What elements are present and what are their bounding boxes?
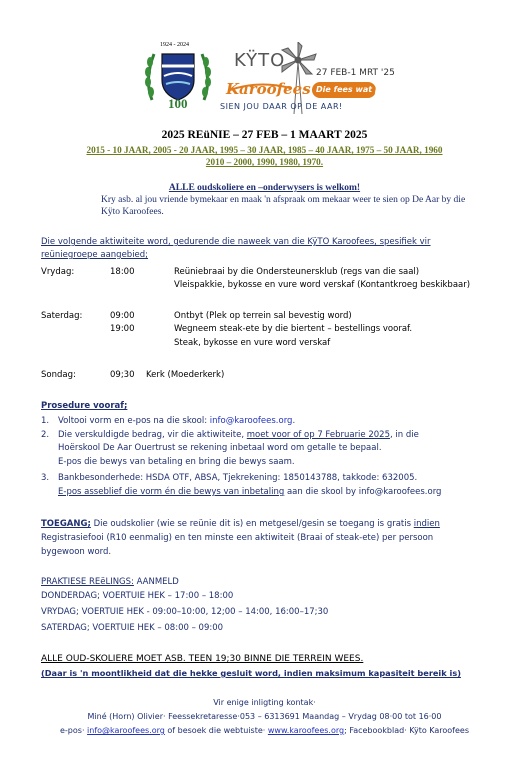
procedure-item-3-number: 3. bbox=[41, 473, 50, 483]
page-title: 2025 REüNIE – 27 FEB – 1 MAART 2025 bbox=[161, 129, 368, 141]
payment-deadline: moet voor of op 7 Februarie 2025 bbox=[246, 430, 390, 440]
access-line-3: bygewoon word. bbox=[41, 547, 112, 557]
intro-line-2: Kÿto Karoofees. bbox=[101, 207, 164, 217]
schedule-friday-line-2: Vleispakkie, bykosse en vure word verskaf (Kontantkroeg beskikbaar) bbox=[174, 280, 471, 290]
karoofees-wordmark: Karoofees bbox=[226, 80, 311, 98]
access-line-1 bbox=[41, 519, 440, 529]
footer-contact-details: Miné (Horn) Olivier· Feessekretaresse·053 – 6313691 Maandag – Vrydag 08·00 tot 16·00 bbox=[87, 712, 442, 721]
procedure-item-2-text: Die verskuldigde bedrag, vir die aktiwiteite, bbox=[58, 430, 247, 440]
school-years: 1924 - 2024 bbox=[160, 42, 189, 48]
notice-line-2: (Daar is 'n moontlikheid dat die hekke gesluit word, indien maksimum kapasiteit bereik is) bbox=[41, 668, 461, 678]
access-label: TOEGANG; bbox=[41, 519, 91, 529]
schedule-saturday-time-1: 09:00 bbox=[110, 311, 135, 321]
footer-links bbox=[0, 726, 529, 735]
schedule-saturday-line-2: Wegneem steak-ete by die biertent – bestellings vooraf. bbox=[174, 324, 413, 334]
access-line-2: Registrasiefooi (R10 eenmalig) en ten minste een aktiwiteit (Braai of steak-ete) per persoon bbox=[41, 533, 434, 543]
festival-slogan: Die fees wat pomp bbox=[316, 85, 401, 94]
notice-line-1: ALLE OUD-SKOLIERE MOET ASB. TEEN 19;30 BINNE DIE TERREIN WEES. bbox=[41, 654, 364, 664]
access-condition: indien bbox=[413, 519, 440, 529]
practical-heading-label: PRAKTIESE REëLINGS: bbox=[41, 577, 134, 587]
procedure-item-2-number: 2. bbox=[41, 430, 50, 440]
school-email-link[interactable]: info@karoofees.org bbox=[209, 416, 293, 426]
schedule-saturday-time-2: 19:00 bbox=[110, 324, 135, 334]
procedure-item-2-line-2: Hoërskool De Aar Ouertrust se rekening inbetaal word om getalle te bepaal. bbox=[58, 443, 382, 453]
schedule-saturday-day: Saterdag: bbox=[41, 311, 83, 321]
activities-heading-line-1: Die volgende aktiwiteite word, gedurende die naweek van die KÿTO Karoofees, spesifiek vir bbox=[41, 237, 431, 247]
reunion-years-line-2: 2010 – 2000, 1990, 1980, 1970. bbox=[205, 157, 324, 167]
reunion-years-line-1: 2015 - 10 JAAR, 2005 - 20 JAAR, 1995 – 30 JAAR, 1985 – 40 JAAR, 1975 – 50 JAAR, 1960 bbox=[86, 145, 443, 155]
practical-friday: VRYDAG; VOERTUIE HEK - 09:00–10:00, 12;00 – 14:00, 16:00–17;30 bbox=[41, 607, 329, 617]
footer-email-link[interactable]: info@karoofees.org bbox=[87, 726, 165, 735]
festival-dates: 27 FEB-1 MRT '25 bbox=[316, 68, 395, 78]
schedule-friday-time: 18:00 bbox=[110, 267, 135, 277]
schedule-saturday-line-3: Steak, bykosse en vure word verskaf bbox=[174, 338, 331, 348]
procedure-heading: Prosedure vooraf; bbox=[41, 401, 128, 411]
schedule-sunday-time: 09;30 bbox=[110, 370, 135, 380]
procedure-item-1-text: Voltooi vorm en e-pos na die skool: bbox=[58, 416, 210, 426]
procedure-item-1-number: 1. bbox=[41, 416, 50, 426]
email-proof-instruction: E-pos asseblief die vorm én die bewys van inbetaling bbox=[58, 487, 285, 497]
schedule-saturday-line-1: Ontbyt (Plek op terrein sal bevestig word) bbox=[174, 311, 352, 321]
schedule-friday-line-1: Reüniebraai by die Ondersteunersklub (regs van die saal) bbox=[174, 267, 420, 277]
procedure-item-1-end: . bbox=[292, 416, 296, 426]
intro-line-1: Kry asb. al jou vriende bymekaar en maak 'n afspraak om mekaar weer te sien op De Aar by die bbox=[101, 195, 466, 205]
practical-heading bbox=[41, 577, 179, 587]
practical-saturday: SATERDAG; VOERTUIE HEK – 08:00 – 09:00 bbox=[41, 623, 224, 633]
kyto-name: KŸTO bbox=[234, 50, 286, 71]
festival-tagline: SIEN JOU DAAR OP DE AAR! bbox=[220, 102, 343, 111]
school-number: 100 bbox=[168, 96, 188, 111]
footer-facebook-text: ; Facebookblad· Kÿto Karoofees bbox=[344, 726, 469, 735]
footer-contact-heading: Vir enige inligting kontak· bbox=[213, 698, 316, 707]
procedure-item-2-line-3: E-pos die bewys van betaling en bring die bewys saam. bbox=[58, 457, 295, 467]
practical-thursday: DONDERDAG; VOERTUIE HEK – 17:00 – 18:00 bbox=[41, 591, 234, 601]
schedule-sunday-day: Sondag: bbox=[41, 370, 76, 380]
procedure-item-2 bbox=[58, 430, 419, 440]
access-text: Die oudskolier (wie se reünie dit is) en metgesel/gesin se toegang is gratis bbox=[90, 519, 414, 529]
schedule-sunday-text: Kerk (Moederkerk) bbox=[146, 370, 225, 380]
procedure-item-1 bbox=[58, 416, 295, 426]
kyto-karoofees-logo bbox=[220, 42, 401, 114]
email-proof-address: aan die skool by info@karoofees.org bbox=[284, 487, 442, 497]
footer-website-link[interactable]: www.karoofees.org bbox=[267, 726, 345, 735]
activities-heading-line-2: reüniegroepe aangebied; bbox=[41, 250, 149, 260]
procedure-item-3-line-2 bbox=[58, 487, 441, 497]
welcome-heading: ALLE oudskoliere en –onderwysers is welkom! bbox=[168, 183, 361, 193]
procedure-item-2-tail: , in die bbox=[389, 430, 419, 440]
footer-web-label: of besoek die webtuiste· bbox=[164, 726, 268, 735]
school-crest-logo bbox=[142, 40, 214, 116]
schedule-friday-day: Vrydag: bbox=[41, 267, 75, 277]
footer-email-label: e-pos· bbox=[60, 726, 88, 735]
procedure-item-3: Bankbesonderhede: HSDA OTF, ABSA, Tjekrekening: 1850143788, takkode: 632005. bbox=[58, 473, 418, 483]
practical-heading-tail: AANMELD bbox=[133, 577, 179, 587]
